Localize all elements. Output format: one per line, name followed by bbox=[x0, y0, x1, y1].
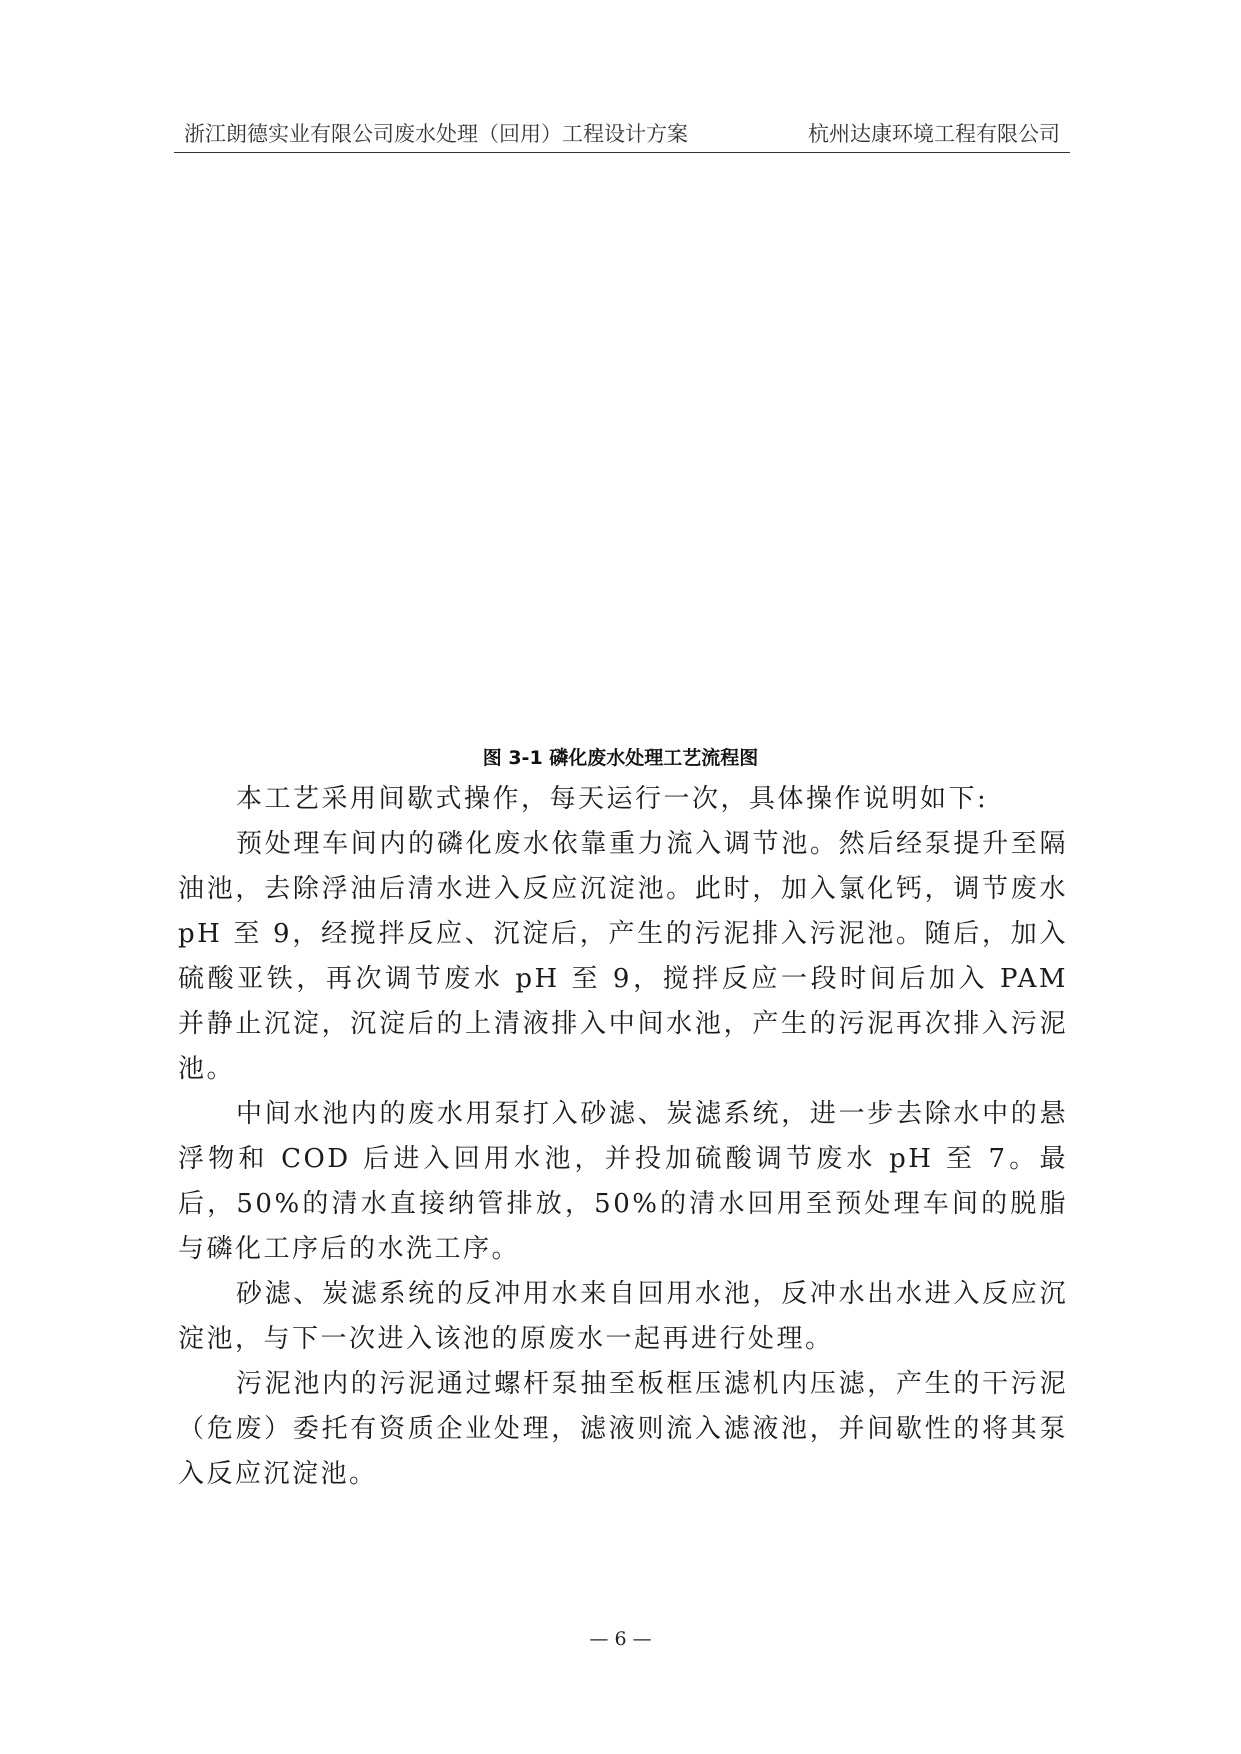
paragraph-backwash: 砂滤、炭滤系统的反冲用水来自回用水池，反冲水出水进入反应沉淀池，与下一次进入该池的原废水一起再进行处理。 bbox=[178, 1279, 1068, 1354]
page-number: — 6 — bbox=[589, 1628, 652, 1650]
body-text bbox=[178, 777, 1068, 1497]
paragraph-pretreatment: 预处理车间内的磷化废水依靠重力流入调节池。然后经泵提升至隔油池，去除浮油后清水进入反应沉淀池。此时，加入氯化钙，调节废水 pH 至 9，经搅拌反应、沉淀后，产生的污泥排入污泥池。随后，加入硫酸亚铁，再次调节废水 pH 至 9，搅拌反应一段时间后加入 PAM 并静止沉淀，沉淀后的上清液排入中间水池，产生的污泥再次排入污泥池。 bbox=[178, 829, 1068, 1084]
header-document-title: 浙江朗德实业有限公司废水处理（回用）工程设计方案 bbox=[184, 122, 688, 146]
paragraph-filtration: 中间水池内的废水用泵打入砂滤、炭滤系统，进一步去除水中的悬浮物和 COD 后进入回用水池，并投加硫酸调节废水 pH 至 7。最后，50%的清水直接纳管排放，50%的清水回用至预处理车间的脱脂与磷化工序后的水洗工序。 bbox=[178, 1099, 1068, 1264]
figure-placeholder bbox=[174, 160, 1070, 730]
figure-caption: 图 3-1 磷化废水处理工艺流程图 bbox=[482, 747, 759, 769]
paragraph-sludge: 污泥池内的污泥通过螺杆泵抽至板框压滤机内压滤，产生的干污泥（危废）委托有资质企业处理，滤液则流入滤液池，并间歇性的将其泵入反应沉淀池。 bbox=[178, 1369, 1068, 1489]
header-company-name: 杭州达康环境工程有限公司 bbox=[808, 122, 1060, 146]
page-header bbox=[174, 116, 1070, 153]
paragraph-intro: 本工艺采用间歇式操作，每天运行一次，具体操作说明如下: bbox=[236, 784, 989, 814]
